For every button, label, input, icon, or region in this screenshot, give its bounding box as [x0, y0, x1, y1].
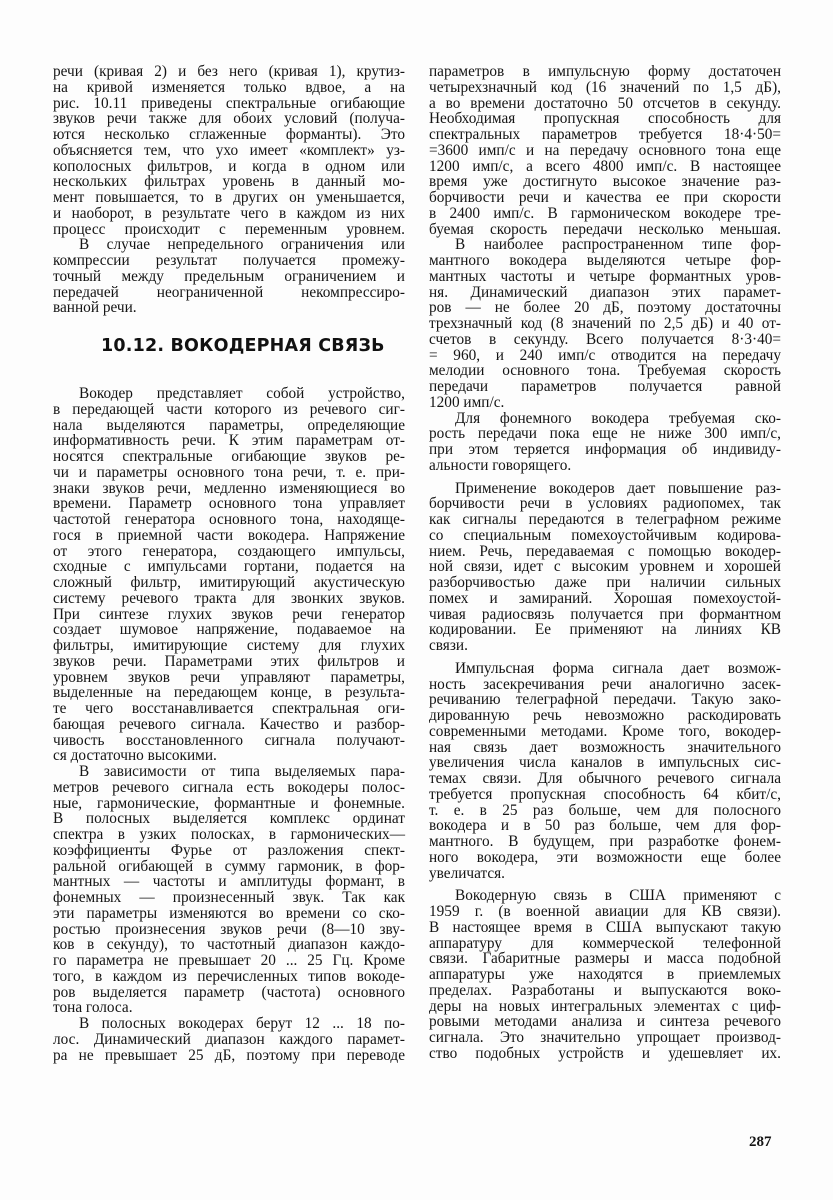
text-line: ность засекречивания речи аналогично засек- [429, 675, 781, 693]
paragraph [53, 764, 405, 1016]
text-line: спектральных параметров требуется 18·4·50= [429, 126, 781, 143]
text-line: мантных — частоты и амплитуды формант, в [53, 873, 405, 891]
text-line: 1200 имп/с. [429, 393, 505, 411]
text-line: ся достаточно высокими. [53, 747, 217, 765]
text-line: аппаратуру для коммерческой телефонной [429, 934, 781, 952]
text-line: ные, гармонические, формантные и фонемные. [53, 794, 405, 812]
text-line: частотой генератора основного тона, находяще- [53, 511, 405, 528]
text-line: ной связи, идет с высоким уровнем и хорошей [429, 558, 781, 576]
text-line: ного вокодера, эти возможности еще более [429, 848, 781, 866]
paragraph [429, 481, 781, 654]
text-line: мент повышается, то в других он уменьшается, [53, 189, 405, 206]
text-line: = 960, и 240 имп/с отводится на передачу [429, 346, 781, 364]
text-line: ральной огибающей в сумму гармоник, в фор- [53, 857, 405, 875]
text-line: ство подобных устройств и удешевляет их. [429, 1044, 781, 1062]
text-line: ванной речи. [53, 299, 137, 317]
text-line: фильтры, имитирующие систему для глухих [53, 637, 405, 654]
text-line: разборчивостью даже при наличии сильных [429, 574, 781, 591]
text-line: Применение вокодеров дает повышение раз- [455, 479, 781, 497]
text-line: альности говорящего. [429, 456, 572, 474]
text-line: кодировании. Ее применяют на линиях КВ [429, 621, 781, 639]
text-line: мелодии основного тона. Требуемая скорость [429, 362, 781, 380]
text-line: того, в каждом из перечисленных типов вокоде- [53, 967, 405, 985]
text-line: сигнала. Это значительно упрощает производ- [429, 1029, 781, 1046]
text-line: В настоящее время в США выпускают такую [429, 918, 781, 936]
text-line: современными методами. Кроме того, вокодер- [429, 722, 781, 740]
paragraph [429, 888, 781, 1061]
text-line: систему речевого тракта для звонких звуков. [53, 589, 405, 607]
text-line: чи и параметры основного тона речи, т. е. при- [53, 463, 405, 481]
text-line: нескольких фильтрах уровень в данный мо- [53, 173, 405, 191]
text-line: сложный фильтр, имитирующий акустическую [53, 574, 405, 591]
text-line: 1959 г. (в военной авиации для КВ связи). [429, 903, 781, 920]
text-line: аппаратуры уже находятся в приемлемых [429, 966, 781, 983]
text-line: звуков речи также для обоих условий (получа- [53, 110, 405, 128]
text-line: счетов в секунду. Всего получается 8·3·40= [429, 330, 781, 348]
text-line: фонемных — произнесенный звук. Так как [53, 889, 405, 906]
text-line: гося в приемной части вокодера. Напряжение [53, 526, 405, 544]
text-line: ра не превышает 25 дБ, поэтому при переводе [53, 1046, 405, 1064]
paragraph [53, 386, 405, 764]
text-line: трехзначный код (8 значений по 2,5 дБ) и 40 от- [429, 315, 781, 332]
text-line: со специальным помехоустойчивым кодирова- [429, 526, 781, 544]
text-line: Необходимая пропускная способность для [429, 110, 781, 128]
text-line: темах связи. Для обычного речевого сигнала [429, 770, 781, 787]
text-line: чивость восстановленного сигнала получают- [53, 731, 405, 749]
paragraph [429, 661, 781, 882]
text-line: В зависимости от типа выделяемых пара- [79, 763, 405, 780]
paragraph [53, 237, 405, 316]
text-line: четырехзначный код (16 значений по 1,5 дБ), [429, 78, 781, 96]
text-line: ровыми методами анализа и синтеза речевого [429, 1013, 781, 1031]
paragraph [429, 237, 781, 410]
text-line: как сигналы передаются в телеграфном режиме [429, 511, 781, 528]
text-line: тона голоса. [53, 999, 133, 1017]
text-line: Вокодерную связь в США применяют с [455, 887, 781, 905]
text-line: носятся спектральные огибающие звуков ре- [53, 448, 405, 465]
text-line: В наиболее распространенном типе фор- [455, 236, 781, 254]
text-line: В полосных выделяется комплекс ординат [53, 810, 405, 828]
text-line: передачей неограниченной некомпрессиро- [53, 283, 405, 301]
text-line: связи. [429, 637, 468, 654]
paragraph [53, 64, 405, 237]
text-line: связи. Габаритные размеры и масса подобной [429, 950, 781, 968]
text-line: коэффициенты Фурье от разложения спект- [53, 841, 405, 859]
text-line: Вокодер представляет собой устройство, [79, 385, 405, 402]
text-line: Для фонемного вокодера требуемая ско- [455, 409, 781, 427]
text-line: мантного вокодера выделяются четыре фор- [429, 252, 781, 269]
text-line: на кривой изменяется только вдвое, а на [53, 78, 405, 96]
paragraph [429, 411, 781, 474]
text-line: борчивости речи и качества ее при скорости [429, 189, 781, 206]
text-line: нием. Речь, передаваемая с помощью вокодер- [429, 542, 781, 560]
text-line: при этом теряется информация об индивиду- [429, 441, 781, 458]
page-number: 287 [749, 1134, 772, 1150]
text-line: информативность речи. К этим параметрам от- [53, 432, 405, 450]
text-line: время уже достигнуто высокое значение раз- [429, 173, 781, 191]
right-column [429, 64, 781, 1062]
text-line: требуется пропускная способность 64 кбит/с, [429, 785, 781, 803]
text-line: пределах. Разработаны и выпускаются воко- [429, 981, 781, 999]
text-line: объясняется тем, что ухо имеет «комплект» уз- [53, 141, 405, 159]
text-line: знаки звуков речи, медленно изменяющиеся во [53, 479, 405, 497]
text-line: метров речевого сигнала есть вокодеры полос- [53, 778, 405, 796]
text-line: рис. 10.11 приведены спектральные огибающие [53, 94, 405, 112]
text-line: точный между предельным ограничением и [53, 267, 405, 285]
text-line: в передающей части которого из речевого сиг- [53, 400, 405, 418]
text-line: мантных частоты и четыре формантных уров- [429, 267, 781, 285]
text-line: деры на новых интегральных элементах с циф- [429, 997, 781, 1015]
text-line: буемая скорость передачи несколько меньшая. [429, 220, 781, 238]
text-line: =3600 имп/с и на передачу основного тона еще [429, 141, 781, 159]
text-line: параметров в импульсную форму достаточен [429, 63, 781, 80]
text-line: эти параметры изменяются во времени со ско- [53, 904, 405, 922]
text-line: В случае непредельного ограничения или [79, 236, 405, 254]
text-line: увеличатся. [429, 864, 505, 882]
text-line: в 2400 имп/с. В гармоническом вокодере тре- [429, 204, 781, 222]
text-line: нала выделяются параметры, определяющие [53, 416, 405, 434]
text-line: спектра в узких полосках, в гармонических— [53, 826, 405, 843]
text-line: звуков речи. Параметрами этих фильтров и [53, 652, 405, 670]
text-line: а во времени достаточно 50 отсчетов в секунду. [429, 94, 781, 112]
text-line: увеличения числа каналов в импульсных сис- [429, 754, 781, 772]
text-line: ростью произнесения звуков речи (8—10 зву- [53, 920, 405, 938]
text-line: ков в секунду), то частотный диапазон каждо- [53, 936, 405, 954]
text-line: При синтезе глухих звуков речи генератор [53, 605, 405, 623]
text-line: ня. Динамический диапазон этих парамет- [429, 283, 781, 301]
text-line: чивая радиосвязь получается при формантном [429, 605, 781, 623]
text-line: сходные с импульсами гортани, подается на [53, 558, 405, 576]
section-heading: 10.12. ВОКОДЕРНАЯ СВЯЗЬ [101, 336, 385, 356]
text-line: уровнем звуков речи управляют параметры, [53, 668, 405, 686]
text-line: В полосных вокодерах берут 12 ... 18 по- [79, 1015, 405, 1032]
paragraph [53, 1016, 405, 1063]
text-line: ются несколько сглаженные форманты). Это [53, 126, 405, 143]
text-line: кополосных фильтров, и когда в одном или [53, 157, 405, 175]
text-line: рость передачи пока еще не ниже 300 имп/с, [429, 425, 781, 443]
text-line: бающая речевого сигнала. Качество и разбор- [53, 715, 405, 733]
paragraph [429, 64, 781, 237]
text-line: Импульсная форма сигнала дает возмож- [455, 659, 781, 677]
text-line: речи (кривая 2) и без него (кривая 1), крутиз- [53, 63, 405, 80]
text-line: помех и замираний. Хорошая помехоустой- [429, 589, 781, 607]
text-line: и наоборот, в результате чего в каждом из них [53, 204, 405, 222]
text-line: речиванию телеграфной передачи. Такую зако- [429, 691, 781, 709]
text-line: компрессии результат получается промежу- [53, 252, 405, 269]
text-line: т. е. в 25 раз больше, чем для полосного [429, 801, 781, 819]
text-line: те чего восстанавливается спектральная оги- [53, 700, 405, 717]
left-column [53, 64, 405, 1063]
text-line: процесс происходит с переменным уровнем. [53, 220, 405, 238]
text-line: го параметра не превышает 20 ... 25 Гц. Кроме [53, 952, 405, 969]
text-line: лос. Динамический диапазон каждого парамет- [53, 1030, 405, 1048]
text-line: вокодера и в 50 раз больше, чем для фор- [429, 817, 781, 835]
text-line: выделенные на передающем конце, в результа- [53, 684, 405, 702]
text-line: ная связь дает возможность значительного [429, 738, 781, 756]
text-line: времени. Параметр основного тона управляет [53, 495, 405, 513]
text-line: передачи параметров получается равной [429, 378, 781, 395]
text-line: 1200 имп/с, а всего 4800 имп/с. В настоящее [429, 157, 781, 175]
text-line: борчивости речи в условиях радиопомех, так [429, 495, 781, 513]
text-line: ров выделяется параметр (частота) основного [53, 983, 405, 1001]
text-line: от этого генератора, создающего импульсы, [53, 542, 405, 560]
text-line: дированную речь невозможно раскодировать [429, 707, 781, 724]
text-line: ров — не более 20 дБ, поэтому достаточны [429, 299, 781, 317]
text-line: создает шумовое напряжение, подаваемое на [53, 621, 405, 639]
text-line: мантного. В будущем, при разработке фонем- [429, 833, 781, 850]
